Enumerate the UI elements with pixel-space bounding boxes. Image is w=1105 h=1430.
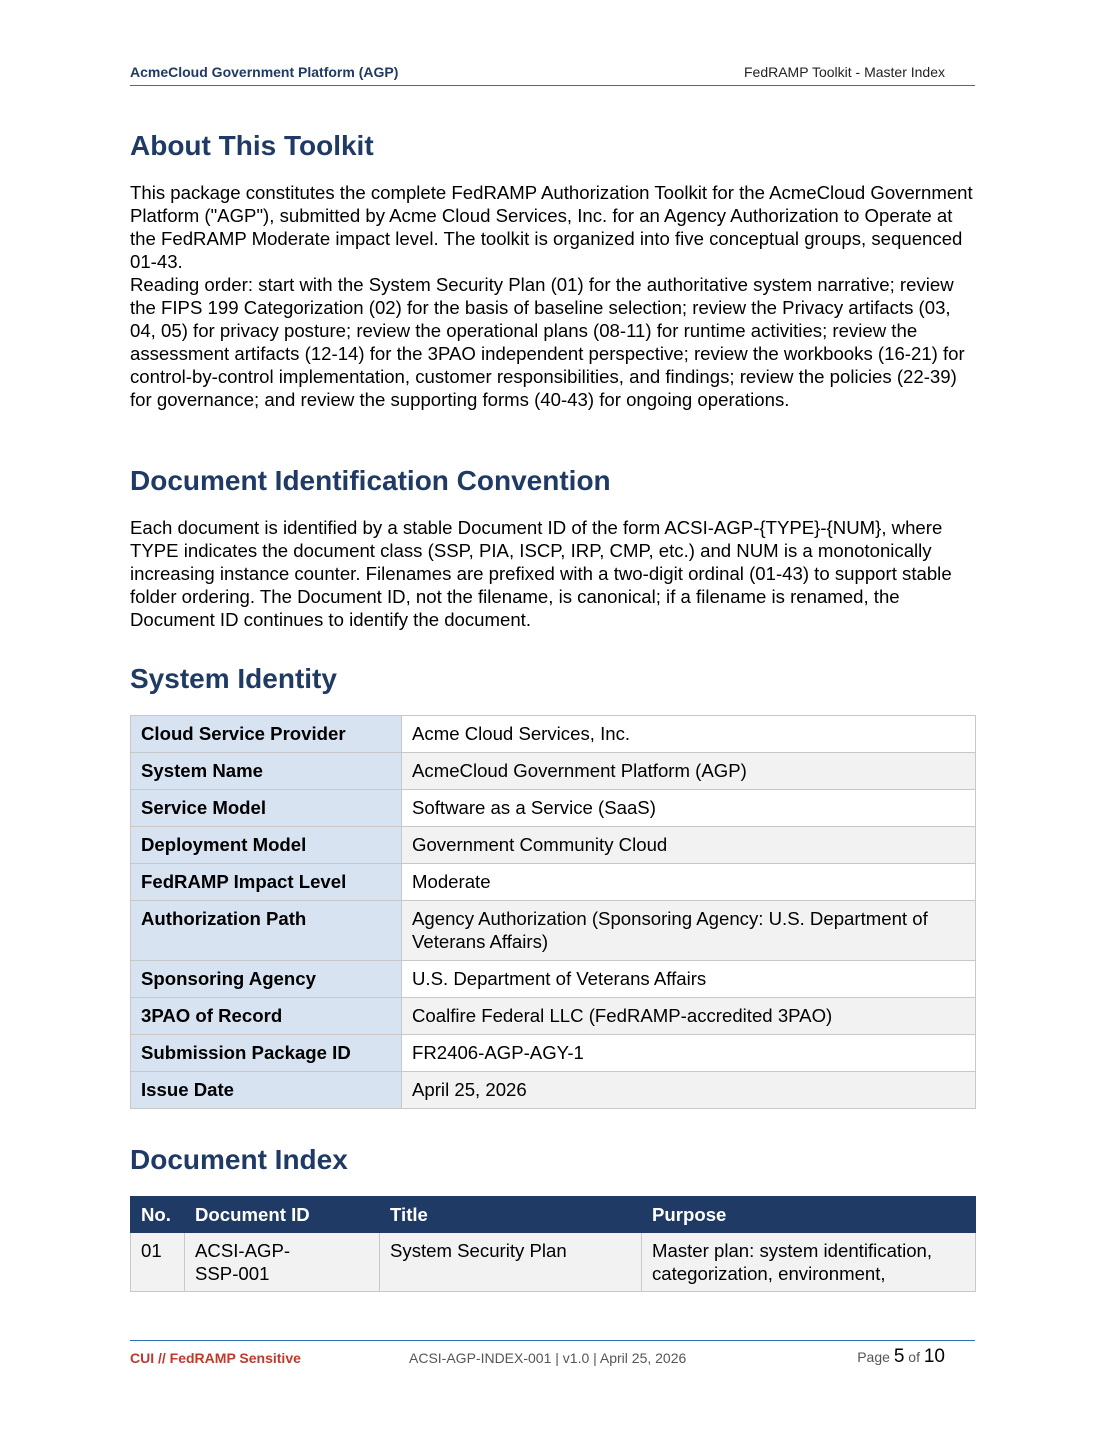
- identity-field-value: FR2406-AGP-AGY-1: [402, 1035, 976, 1072]
- index-heading: Document Index: [130, 1144, 348, 1175]
- table-row: [131, 864, 976, 901]
- column-header-no: No.: [131, 1197, 185, 1233]
- table-row: [131, 1233, 976, 1292]
- table-row: [131, 1072, 976, 1109]
- identity-field-label: Authorization Path: [131, 901, 402, 961]
- identity-field-label: Submission Package ID: [131, 1035, 402, 1072]
- table-row: [131, 1035, 976, 1072]
- footer-marking: CUI // FedRAMP Sensitive: [130, 1350, 301, 1366]
- identity-field-label: Deployment Model: [131, 827, 402, 864]
- header-system-name: AcmeCloud Government Platform (AGP): [130, 64, 399, 80]
- page-header: [130, 64, 975, 86]
- about-heading: About This Toolkit: [130, 130, 374, 161]
- identity-field-label: FedRAMP Impact Level: [131, 864, 402, 901]
- column-header-title: Title: [380, 1197, 642, 1233]
- identity-field-label: System Name: [131, 753, 402, 790]
- identity-field-value: April 25, 2026: [402, 1072, 976, 1109]
- header-document-name: FedRAMP Toolkit - Master Index: [743, 64, 945, 80]
- footer-page-number: Page 5 of 10: [857, 1346, 945, 1367]
- identity-field-label: 3PAO of Record: [131, 998, 402, 1035]
- index-cell-title: System Security Plan: [380, 1233, 642, 1292]
- identity-field-label: Cloud Service Provider: [131, 716, 402, 753]
- page-footer: [130, 1340, 975, 1371]
- about-paragraph-2: Reading order: start with the System Security Plan (01) for the authoritative system narrative; review the FIPS 199 Categorization (02) for the basis of baseline selection; review the Privacy artifacts (03, 04, 05) for privacy posture; review the operational plans (08-11) for runtime activities; review the assessment artifacts (12-14) for the 3PAO independent perspective; review the workbooks (16-21) for control-by-control implementation, customer responsibilities, and findings; review the policies (22-39) for governance; and review the supporting forms (40-43) for ongoing operations.: [130, 274, 965, 410]
- identity-field-value: Software as a Service (SaaS): [402, 790, 976, 827]
- table-row: [131, 998, 976, 1035]
- column-header-purpose: Purpose: [642, 1197, 976, 1233]
- table-row: [131, 827, 976, 864]
- table-row: [131, 961, 976, 998]
- convention-heading: Document Identification Convention: [130, 465, 611, 496]
- index-header-row: [131, 1197, 976, 1233]
- document-index-table: [130, 1196, 976, 1292]
- identity-field-value: Acme Cloud Services, Inc.: [402, 716, 976, 753]
- identity-field-value: Coalfire Federal LLC (FedRAMP-accredited 3PAO): [402, 998, 976, 1035]
- identity-field-value: Government Community Cloud: [402, 827, 976, 864]
- table-row: [131, 716, 976, 753]
- about-paragraph-1: This package constitutes the complete FedRAMP Authorization Toolkit for the AcmeCloud Government Platform ("AGP"), submitted by Acme Cloud Services, Inc. for an Agency Authorization to Operate at the FedRAMP Moderate impact level. The toolkit is organized into five conceptual groups, sequenced 01-43. Reading order: start with the System Security Plan (01) for the authoritative system narrative; review the FIPS 199 Categorization (02) for the basis of baseline selection; review the Privacy artifacts (03, 04, 05) for privacy posture; review the operational plans (08-11) for runtime activities; review the assessment artifacts (12-14) for the 3PAO independent perspective; review the workbooks (16-21) for control-by-control implementation, customer responsibilities, and findings; review the policies (22-39) for governance; and review the supporting forms (40-43) for ongoing operations.: [130, 182, 973, 410]
- identity-heading: System Identity: [130, 663, 337, 694]
- identity-field-value: Moderate: [402, 864, 976, 901]
- index-cell-document-id: ACSI-AGP- SSP-001: [185, 1233, 380, 1292]
- identity-field-label: Service Model: [131, 790, 402, 827]
- identity-field-label: Sponsoring Agency: [131, 961, 402, 998]
- system-identity-table: [130, 715, 976, 1109]
- table-row: [131, 753, 976, 790]
- index-cell-purpose: Master plan: system identification, categorization, environment,: [642, 1233, 976, 1292]
- footer-document-reference: ACSI-AGP-INDEX-001 | v1.0 | April 25, 2026: [409, 1350, 687, 1366]
- identity-field-value: AcmeCloud Government Platform (AGP): [402, 753, 976, 790]
- identity-field-label: Issue Date: [131, 1072, 402, 1109]
- column-header-document-id: Document ID: [185, 1197, 380, 1233]
- convention-paragraph: Each document is identified by a stable Document ID of the form ACSI-AGP-{TYPE}-{NUM}, where TYPE indicates the document class (SSP, PIA, ISCP, IRP, CMP, etc.) and NUM is a monotonically increasing instance counter. Filenames are prefixed with a two-digit ordinal (01-43) to support stable folder ordering. The Document ID, not the filename, is canonical; if a filename is renamed, the Document ID continues to identify the document.: [130, 517, 952, 630]
- table-row: [131, 901, 976, 961]
- identity-field-value: Agency Authorization (Sponsoring Agency: U.S. Department of Veterans Affairs): [402, 901, 976, 961]
- identity-field-value: U.S. Department of Veterans Affairs: [402, 961, 976, 998]
- table-row: [131, 790, 976, 827]
- index-cell-no: 01: [131, 1233, 185, 1292]
